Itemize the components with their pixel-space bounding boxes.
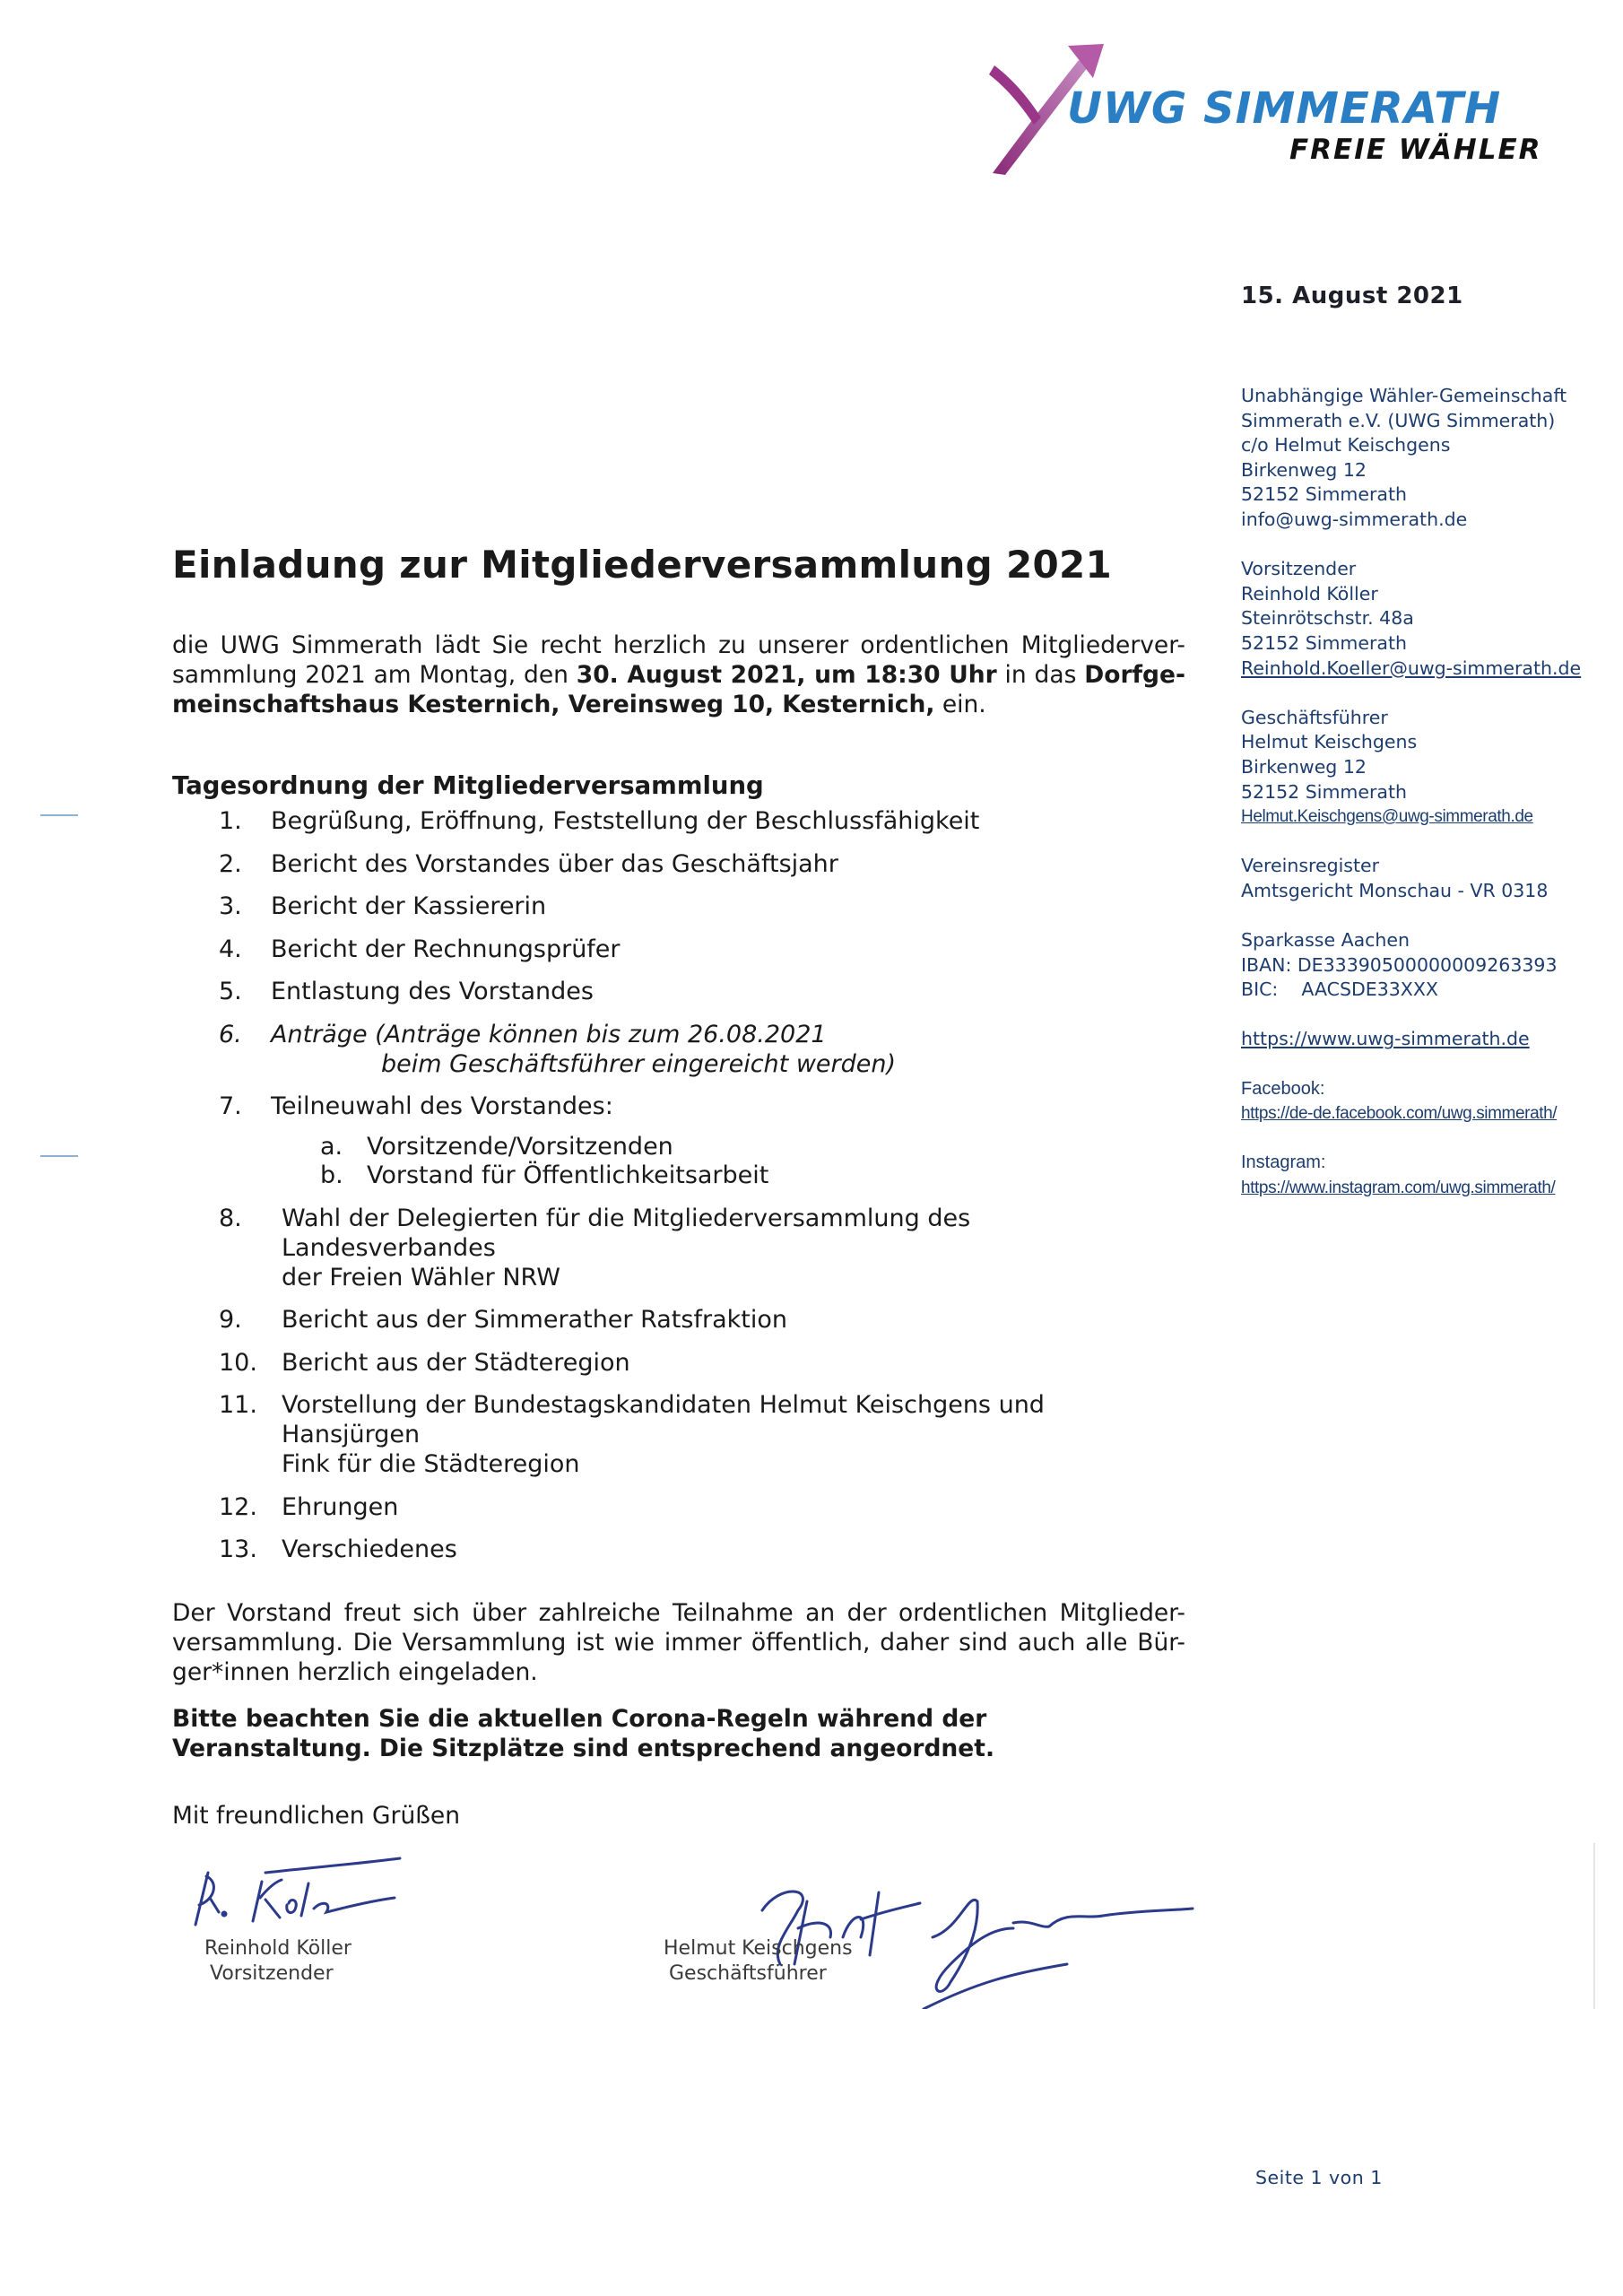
agenda-text: Bericht aus der Städteregion <box>282 1348 630 1377</box>
agenda-item <box>172 1390 1185 1479</box>
org-line: 52152 Simmerath <box>1241 483 1408 506</box>
manager-email-link[interactable]: Helmut.Keischgens@uwg-simmerath.de <box>1241 807 1533 827</box>
agenda-number: 1. <box>219 807 242 835</box>
agenda-number: 4. <box>219 935 242 963</box>
intro-text: ein. <box>934 691 986 718</box>
letter-body <box>172 538 1185 1831</box>
chairman-line: 52152 Simmerath <box>1241 631 1408 654</box>
website-link[interactable]: https://www.uwg-simmerath.de <box>1241 1028 1530 1050</box>
intro-text: in das <box>996 661 1085 689</box>
agenda-item <box>172 1492 1185 1522</box>
chairman-line: Steinrötschstr. 48a <box>1241 607 1414 630</box>
agenda-sublist <box>271 1133 1185 1190</box>
agenda-number: 9. <box>219 1306 242 1334</box>
scan-edge-line <box>1593 1843 1595 2009</box>
agenda-item <box>172 1204 1185 1292</box>
agenda-text: Ehrungen <box>282 1492 399 1521</box>
agenda-number: 10. <box>219 1348 257 1377</box>
agenda-item <box>172 1020 1185 1079</box>
bank-line: IBAN: DE33390500000009263393 <box>1241 953 1558 976</box>
closing-paragraph: Der Vorstand freut sich über zahlreiche Teilnahme an der ordentlichen Mitglieder-versammlung. Die Versammlung ist wie immer öffentlich, daher sind auch alle Bür-ger*innen herzlich eingeladen. <box>172 1599 1185 1686</box>
intro-text: die UWG Simmerath lädt Sie recht herzlich zu unserer ordentlichen Mitgliederver-sammlung 2021 am Montag, den <box>172 631 1185 689</box>
facebook-label: Facebook: <box>1241 1078 1325 1099</box>
agenda-item <box>172 935 1185 964</box>
org-line: Simmerath e.V. (UWG Simmerath) <box>1241 409 1556 431</box>
signatory-2 <box>664 1936 853 1987</box>
agenda-text: Anträge (Anträge können bis zum 26.08.2021 <box>271 1020 827 1048</box>
org-email: info@uwg-simmerath.de <box>1241 508 1468 530</box>
agenda-number: 2. <box>219 849 242 878</box>
agenda-item <box>172 1091 1185 1190</box>
agenda-number: 8. <box>219 1204 242 1232</box>
agenda-text: Vorstellung der Bundestagskandidaten Helmut Keischgens und Hansjürgen <box>282 1391 1045 1448</box>
agenda-item <box>172 891 1185 921</box>
manager-line: Helmut Keischgens <box>1241 731 1418 753</box>
bank-info <box>1241 928 1618 1003</box>
facebook-block <box>1241 1077 1618 1126</box>
agenda-subnumber: b. <box>320 1161 343 1189</box>
agenda-number: 5. <box>219 978 242 1005</box>
signatory-name: Helmut Keischgens <box>664 1937 853 1960</box>
agenda-item <box>172 1305 1185 1335</box>
page-number: Seite 1 von 1 <box>1255 2167 1383 2188</box>
agenda-text: Teilneuwahl des Vorstandes: <box>271 1092 613 1120</box>
greeting: Mit freundlichen Grüßen <box>172 1802 461 1830</box>
agenda-text: Bericht des Vorstandes über das Geschäftsjahr <box>271 849 838 878</box>
intro-paragraph <box>172 631 1185 719</box>
website-block <box>1241 1027 1618 1052</box>
corona-notice: Bitte beachten Sie die aktuellen Corona-Regeln während der Veranstaltung. Die Sitzplätze sind entsprechend angeordnet. <box>172 1705 995 1762</box>
facebook-link[interactable]: https://de-de.facebook.com/uwg.simmerath/ <box>1241 1104 1558 1124</box>
agenda-text: Bericht der Rechnungsprüfer <box>271 935 621 963</box>
agenda-item <box>172 977 1185 1006</box>
letter-date: 15. August 2021 <box>1241 283 1463 309</box>
org-line: Unabhängige Wähler-Gemeinschaft <box>1241 385 1567 406</box>
agenda-heading: Tagesordnung der Mitgliederversammlung <box>172 771 764 800</box>
meeting-venue: Dorfge-meinschaftshaus Kesternich, Vereinsweg 10, Kesternich, <box>172 661 1185 718</box>
organization-address <box>1241 384 1618 533</box>
punch-mark <box>40 1155 78 1157</box>
agenda-number: 7. <box>219 1092 242 1120</box>
uwg-logo <box>982 40 1556 184</box>
signatory-1 <box>204 1936 352 1987</box>
agenda-text-cont: Fink für die Städteregion <box>282 1450 580 1478</box>
logo-name: UWG SIMMERATH <box>1067 83 1502 134</box>
signatory-name: Reinhold Köller <box>204 1937 352 1960</box>
register-info <box>1241 854 1618 903</box>
instagram-link[interactable]: https://www.instagram.com/uwg.simmerath/ <box>1241 1178 1556 1197</box>
agenda-subtext: Vorstand für Öffentlichkeitsarbeit <box>367 1161 769 1189</box>
agenda-number: 3. <box>219 892 242 920</box>
register-line: Vereinsregister <box>1241 855 1380 877</box>
letter-title: Einladung zur Mitgliederversammlung 2021 <box>172 543 1113 587</box>
meeting-datetime: 30. August 2021, um 18:30 Uhr <box>576 661 997 689</box>
agenda-item <box>172 1348 1185 1378</box>
agenda-text-cont: beim Geschäftsführer eingereicht werden) <box>381 1049 897 1078</box>
instagram-label: Instagram: <box>1241 1152 1326 1173</box>
manager-line: Birkenweg 12 <box>1241 755 1367 778</box>
manager-line: 52152 Simmerath <box>1241 780 1408 803</box>
org-line: c/o Helmut Keischgens <box>1241 434 1451 457</box>
agenda-item <box>172 1535 1185 1564</box>
agenda-number: 6. <box>219 1020 242 1048</box>
manager-line: Geschäftsführer <box>1241 706 1388 728</box>
org-line: Birkenweg 12 <box>1241 458 1367 481</box>
chairman-contact <box>1241 557 1618 681</box>
bank-line: Sparkasse Aachen <box>1241 929 1410 952</box>
signatory-role: Vorsitzender <box>210 1962 334 1985</box>
agenda-item <box>172 806 1185 836</box>
agenda-text: Entlastung des Vorstandes <box>271 978 594 1005</box>
agenda-subitem <box>271 1161 1185 1190</box>
chairman-line: Reinhold Köller <box>1241 582 1378 604</box>
agenda-number: 12. <box>219 1492 257 1521</box>
signatory-role: Geschäftsführer <box>669 1962 827 1985</box>
register-line: Amtsgericht Monschau - VR 0318 <box>1241 879 1549 901</box>
fold-mark <box>40 814 78 816</box>
agenda-text-cont: der Freien Wähler NRW <box>282 1263 560 1292</box>
agenda-text: Wahl der Delegierten für die Mitgliederversammlung des Landesverbandes <box>282 1204 971 1262</box>
agenda-subitem <box>271 1133 1185 1161</box>
chairman-line: Vorsitzender <box>1241 558 1357 580</box>
agenda-list <box>172 806 1185 1564</box>
manager-contact <box>1241 706 1618 830</box>
agenda-text: Bericht der Kassiererin <box>271 892 547 920</box>
bank-line: BIC: AACSDE33XXX <box>1241 978 1438 1001</box>
logo-tagline: FREIE WÄHLER <box>1289 134 1542 166</box>
chairman-email-link[interactable]: Reinhold.Koeller@uwg-simmerath.de <box>1241 657 1582 679</box>
signature-koeller <box>179 1846 412 1935</box>
sender-sidebar <box>1241 384 1618 1225</box>
agenda-subnumber: a. <box>320 1133 343 1161</box>
agenda-subtext: Vorsitzende/Vorsitzenden <box>367 1133 673 1161</box>
agenda-text: Verschiedenes <box>282 1535 457 1563</box>
agenda-text: Begrüßung, Eröffnung, Feststellung der Beschlussfähigkeit <box>271 807 980 835</box>
instagram-block <box>1241 1151 1618 1200</box>
agenda-item <box>172 849 1185 879</box>
agenda-text: Bericht aus der Simmerather Ratsfraktion <box>282 1306 787 1334</box>
agenda-number: 11. <box>219 1391 257 1419</box>
agenda-number: 13. <box>219 1535 257 1563</box>
